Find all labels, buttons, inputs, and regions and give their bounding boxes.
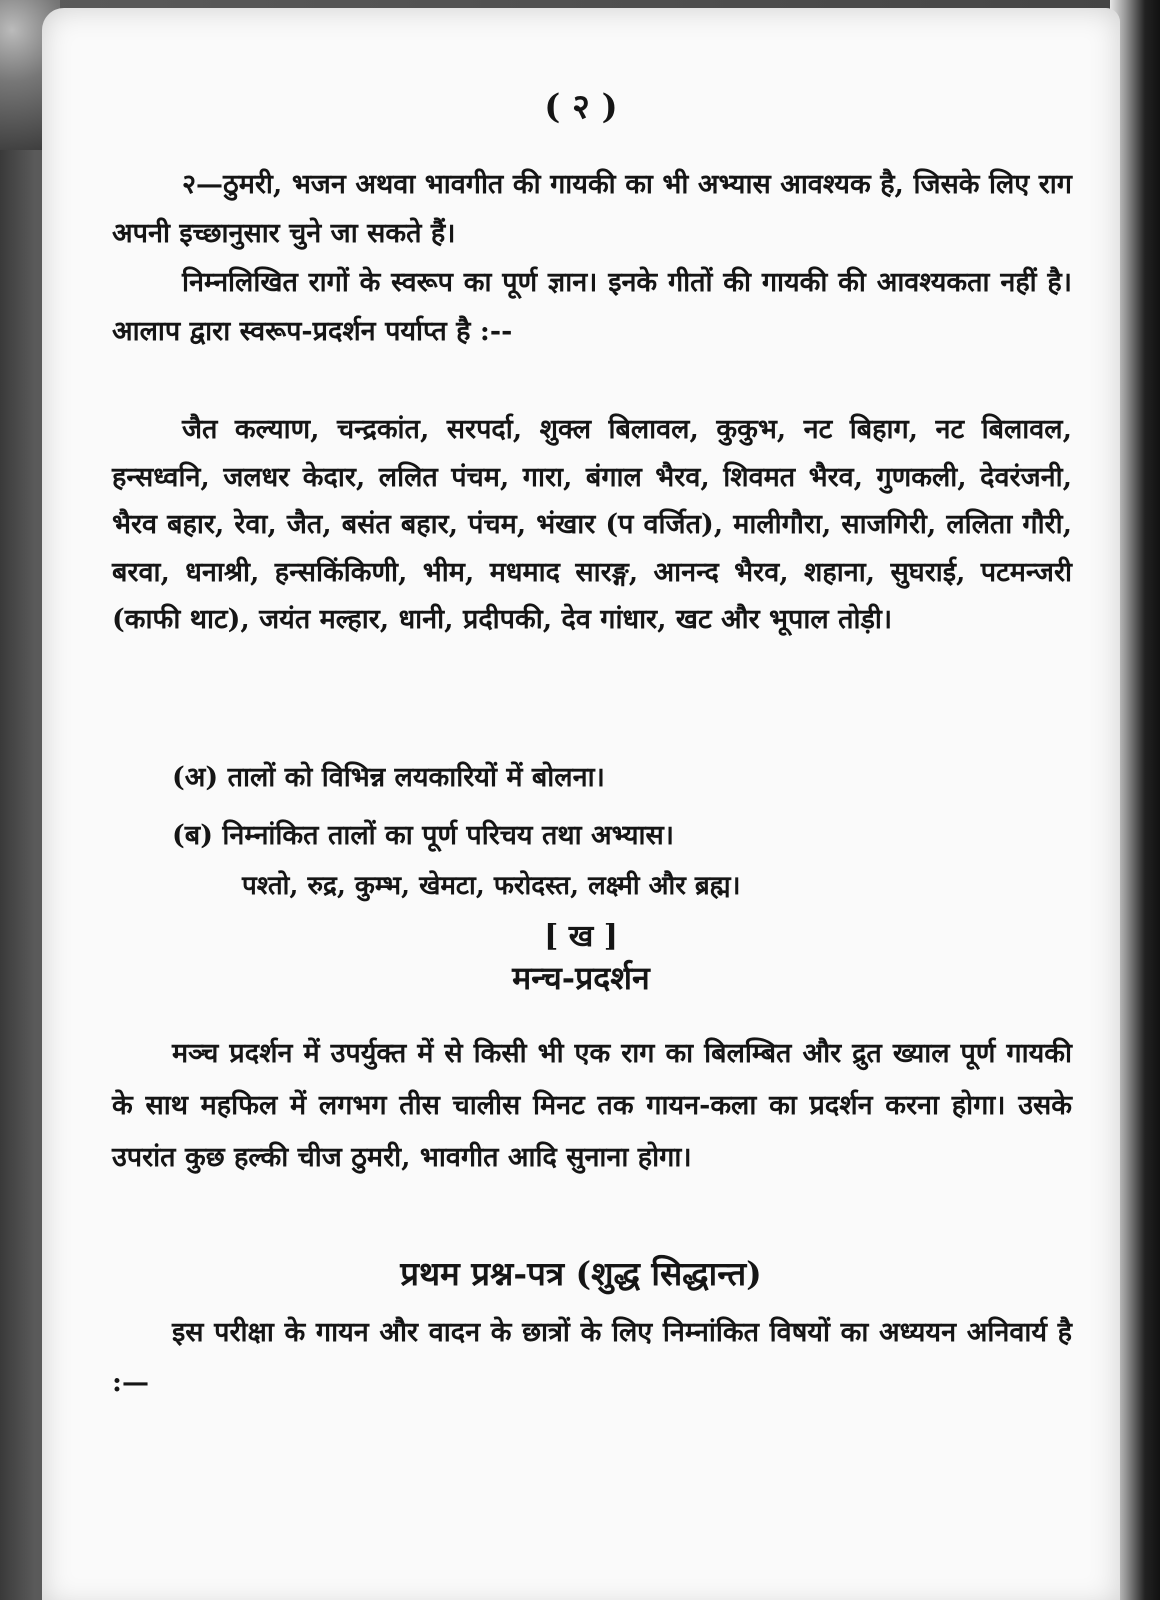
paragraph-raga-list: जैत कल्याण, चन्द्रकांत, सरपर्दा, शुक्ल बिलावल, कुकुभ, नट बिहाग, नट बिलावल, हन्सध्वनि, जलधर केदार, ललित पंचम, गारा, बंगाल भैरव, शिवमत भैरव, गुणकली, देवरंजनी, भैरव बहार, रेवा, जैत, बसंत बहार, पंचम, भंखार (प वर्जित), मालीगौरा, साजगिरी, ललिता गौरी, बरवा, धनाश्री, हन्सकिंकिणी, भीम, मधमाद सारङ्ग, आनन्द भैरव, शहाना, सुघराई, पटमन्जरी (काफी थाट), जयंत मल्हार, धानी, प्रदीपकी, देव गांधार, खट और भूपाल तोड़ी। (112, 414, 1072, 635)
paragraph-first-paper: इस परीक्षा के गायन और वादन के छात्रों के लिए निम्नांकित विषयों का अध्ययन अनिवार्य है :— (112, 1317, 1072, 1398)
paragraph-raga-intro: निम्नलिखित रागों के स्वरूप का पूर्ण ज्ञान। इनके गीतों की गायकी की आवश्यकता नहीं है। आलाप द्वारा स्वरूप-प्रदर्शन पर्याप्त है :-- (112, 267, 1072, 347)
item-b-tala-practice: (ब) निम्नांकित तालों का पूर्ण परिचय तथा अभ्यास। (172, 820, 675, 851)
section-mark: [ ख ] (544, 919, 618, 954)
book-page (42, 8, 1120, 1600)
first-paper-heading: प्रथम प्रश्न-पत्र (शुद्ध सिद्धान्त) (400, 1254, 762, 1293)
tala-list: पश्तो, रुद्र, कुम्भ, खेमटा, फरोदस्त, लक्ष्मी और ब्रह्म। (242, 871, 741, 901)
stage-performance-heading: मन्च-प्रदर्शन (512, 959, 650, 997)
item-a-tala-layakari: (अ) तालों को विभिन्न लयकारियों में बोलना। (172, 762, 605, 793)
paragraph-stage-performance: मञ्च प्रदर्शन में उपर्युक्त में से किसी भी एक राग का बिलम्बित और द्रुत ख्याल पूर्ण गायकी के साथ महफिल में लगभग तीस चालीस मिनट तक गायन-कला का प्रदर्शन करना होगा। उसके उपरांत कुछ हल्की चीज ठुमरी, भावगीत आदि सुनाना होगा। (112, 1038, 1072, 1173)
page-number: ( २ ) (544, 87, 618, 127)
paragraph-thumri: २—ठुमरी, भजन अथवा भावगीत की गायकी का भी अभ्यास आवश्यक है, जिसके लिए राग अपनी इच्छानुसार चुने जा सकते हैं। (112, 169, 1072, 249)
